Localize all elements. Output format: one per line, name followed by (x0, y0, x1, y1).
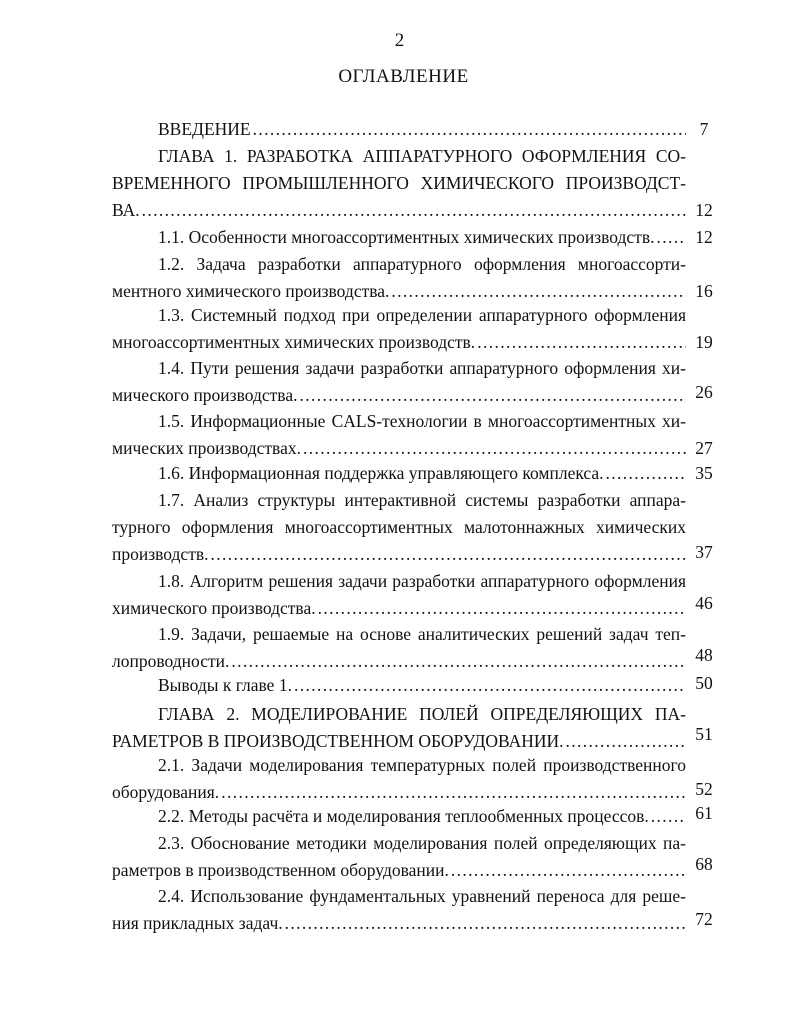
entry-text-line-1: 1.4. Пути решения задачи разработки аппаратурного оформления хи- (158, 358, 686, 378)
entry-text-line-2: раметров в производственном оборудовании. (112, 860, 449, 880)
toc-entry-1-9[interactable] (112, 621, 713, 675)
toc-entry-conclusions-1[interactable] (112, 672, 713, 699)
entry-text-line-1: 2.4. Использование фундаментальных уравнений переноса для реше- (158, 886, 686, 906)
entry-page: 52 (695, 779, 713, 799)
entry-text: Выводы к главе 1. (158, 675, 292, 695)
entry-text: ВВЕДЕНИЕ (158, 119, 251, 139)
entry-page: 50 (695, 673, 713, 693)
entry-page: 12 (695, 200, 713, 220)
page-number: 2 (394, 30, 405, 51)
toc-entry-chapter-1[interactable] (112, 143, 713, 224)
entry-page: 37 (695, 542, 713, 562)
toc-entry-1-7[interactable] (112, 487, 713, 568)
toc-entry-2-2[interactable] (112, 803, 713, 830)
entry-text-line-2: ния прикладных задач. (112, 913, 283, 933)
entry-text-line-2: оборудования. (112, 782, 220, 802)
entry-page: 72 (695, 909, 713, 929)
entry-page: 19 (695, 332, 713, 352)
entry-text-line-2: ментного химического производства. (112, 281, 390, 301)
entry-page: 16 (695, 281, 713, 301)
toc-entry-1-3[interactable] (112, 302, 713, 356)
entry-text-line-2: многоассортиментных химических производств. (112, 332, 476, 352)
entry-page: 26 (695, 382, 713, 402)
entry-text-line-1: 1.8. Алгоритм решения задачи разработки аппаратурного оформления (158, 571, 686, 591)
toc-entry-1-6[interactable] (112, 460, 713, 487)
entry-text-line-1: ГЛАВА 1. РАЗРАБОТКА АППАРАТУРНОГО ОФОРМЛЕНИЯ СО- (158, 146, 686, 166)
entry-text-line-1: ГЛАВА 2. МОДЕЛИРОВАНИЕ ПОЛЕЙ ОПРЕДЕЛЯЮЩИХ ПА- (158, 704, 686, 724)
entry-page: 46 (695, 593, 713, 613)
entry-page: 35 (695, 463, 713, 483)
toc-entry-1-2[interactable] (112, 251, 713, 305)
entry-page: 12 (695, 227, 713, 247)
entry-text-line-1: 1.5. Информационные CALS-технологии в многоассортиментных хи- (158, 411, 686, 431)
entry-page: 27 (695, 438, 713, 458)
entry-text: 1.6. Информационная поддержка управляющего комплекса. (158, 463, 604, 483)
entry-text-line-2: лопроводности. (112, 651, 230, 671)
entry-text-line-1: 1.7. Анализ структуры интерактивной системы разработки аппара- (158, 490, 686, 510)
entry-text-line-3: производств. (112, 544, 209, 564)
toc-entry-1-5[interactable] (112, 408, 713, 462)
entry-text-line-2: турного оформления многоассортиментных малотоннажных химических (112, 517, 686, 537)
toc-entry-1-1[interactable] (112, 224, 713, 251)
toc-entry-2-1[interactable] (112, 752, 713, 806)
entry-text-line-1: 2.3. Обоснование методики моделирования полей определяющих па- (158, 833, 686, 853)
toc-title: ОГЛАВЛЕНИЕ (338, 66, 469, 87)
entry-text: 1.1. Особенности многоассортиментных химических производств. (158, 227, 655, 247)
entry-text-line-2: РАМЕТРОВ В ПРОИЗВОДСТВЕННОМ ОБОРУДОВАНИИ. (112, 731, 564, 751)
toc-entry-1-8[interactable] (112, 568, 713, 622)
entry-text-line-1: 2.1. Задачи моделирования температурных полей производственного (158, 755, 686, 775)
entry-text-line-2: мического производства. (112, 385, 298, 405)
toc-entry-1-4[interactable] (112, 355, 713, 409)
entry-text-line-2: ВРЕМЕННОГО ПРОМЫШЛЕННОГО ХИМИЧЕСКОГО ПРОИЗВОДСТ- (112, 173, 686, 193)
entry-text-line-1: 1.9. Задачи, решаемые на основе аналитических решений задач теп- (158, 624, 686, 644)
entry-text-line-3: ВА. (112, 200, 140, 220)
entry-text-line-2: химического производства. (112, 598, 316, 618)
entry-text: 2.2. Методы расчёта и моделирования теплообменных процессов. (158, 806, 649, 826)
toc-entry-2-4[interactable] (112, 883, 713, 937)
entry-page: 48 (695, 645, 713, 665)
entry-page: 61 (695, 803, 713, 823)
entry-page: 51 (695, 724, 713, 744)
toc-entry-2-3[interactable] (112, 830, 713, 884)
entry-text-line-1: 1.3. Системный подход при определении аппаратурного оформления (158, 305, 686, 325)
entry-text-line-1: 1.2. Задача разработки аппаратурного оформления многоассорти- (158, 254, 686, 274)
entry-page: 7 (699, 119, 709, 139)
entry-text-line-2: мических производствах. (112, 438, 301, 458)
toc-entry-introduction[interactable] (112, 116, 709, 143)
entry-page: 68 (695, 854, 713, 874)
toc-entry-chapter-2[interactable] (112, 701, 713, 755)
